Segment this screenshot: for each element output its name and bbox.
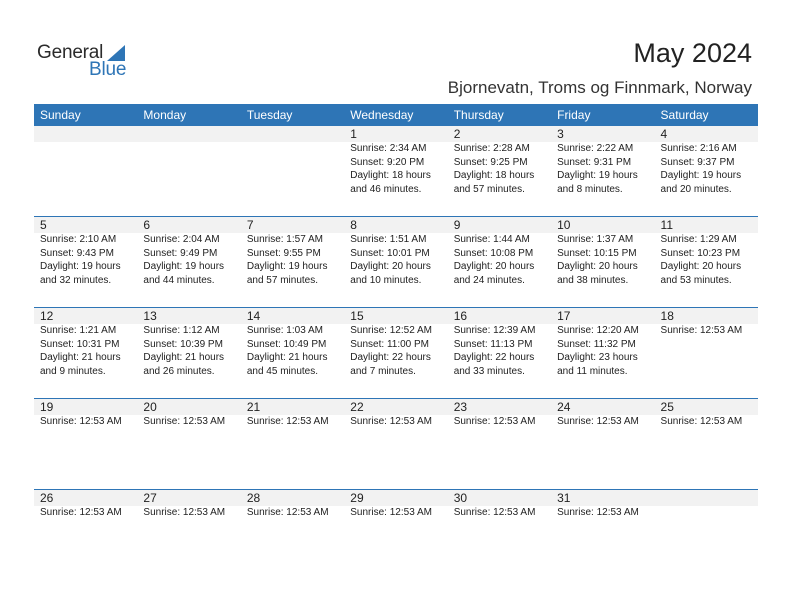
day-cell: [655, 126, 758, 196]
sun-info-line: Daylight: 23 hours: [557, 352, 638, 363]
sun-info-line: and 38 minutes.: [557, 274, 629, 286]
sun-info-line: Sunrise: 1:51 AM: [350, 234, 427, 245]
day-number: 20: [143, 400, 157, 414]
sun-info-line: Sunset: 10:15 PM: [557, 247, 637, 259]
sun-info-line: Daylight: 19 hours: [40, 261, 121, 272]
page-title: May 2024: [633, 38, 752, 68]
sun-info-line: Daylight: 20 hours: [557, 261, 638, 272]
sun-info-line: Sunset: 10:39 PM: [143, 338, 223, 350]
sun-info-line: Sunrise: 12:53 AM: [350, 507, 432, 518]
sun-info-line: Sunset: 10:08 PM: [453, 247, 534, 259]
day-cell: [137, 399, 240, 429]
sun-info-line: Daylight: 18 hours: [453, 170, 535, 181]
day-number: 2: [453, 127, 461, 141]
weekday-sunday: Sunday: [40, 108, 81, 122]
sun-info-line: Sunset: 11:13 PM: [453, 338, 533, 350]
day-number: 12: [40, 309, 54, 323]
sun-info-line: Sunrise: 12:53 AM: [246, 416, 329, 427]
day-number: 10: [557, 218, 571, 232]
day-number: 23: [453, 400, 468, 414]
day-number: 31: [557, 491, 571, 505]
calendar-grid: [34, 104, 758, 580]
day-number: 18: [660, 309, 674, 323]
sun-info-line: Sunrise: 12:53 AM: [660, 325, 743, 336]
sun-info-line: Sunrise: 12:53 AM: [350, 416, 432, 427]
day-cell: [241, 217, 344, 287]
sun-info-line: Sunrise: 12:53 AM: [453, 416, 536, 427]
sun-info-line: Daylight: 20 hours: [660, 261, 742, 272]
sun-info-line: Sunrise: 12:53 AM: [660, 416, 743, 427]
logo-text-general: General: [37, 42, 104, 63]
day-cell: [137, 308, 240, 378]
sun-info-line: Daylight: 21 hours: [143, 352, 225, 363]
sun-info-line: Sunrise: 12:52 AM: [350, 325, 432, 336]
day-number: 15: [350, 309, 364, 323]
sun-info-line: Sunset: 9:37 PM: [660, 156, 735, 168]
sun-info-line: and 26 minutes.: [143, 365, 215, 377]
day-cell: [344, 399, 447, 429]
sun-info-line: Daylight: 20 hours: [350, 261, 431, 272]
sun-info-line: Sunset: 9:43 PM: [40, 247, 114, 259]
day-cell: [655, 490, 758, 520]
day-number: [40, 126, 137, 142]
calendar-weeks: [34, 126, 758, 580]
sun-info-line: and 57 minutes.: [246, 274, 319, 286]
sun-info-line: Sunset: 10:23 PM: [660, 247, 741, 259]
day-cell: [448, 126, 551, 196]
sun-info-line: Sunset: 9:31 PM: [557, 156, 632, 168]
sun-info-line: Daylight: 22 hours: [350, 352, 431, 363]
calendar-week: [34, 489, 758, 580]
day-cell: [137, 490, 240, 520]
day-cell: [34, 217, 137, 287]
day-cell: [551, 399, 654, 429]
sun-info-line: Sunset: 9:20 PM: [350, 156, 425, 168]
sun-info-line: Sunrise: 1:37 AM: [557, 234, 634, 245]
sun-info-line: Sunrise: 12:53 AM: [246, 507, 329, 518]
day-number: 3: [557, 127, 564, 141]
day-number: 8: [350, 218, 357, 232]
day-cell: [137, 126, 240, 196]
sun-info-line: and 57 minutes.: [453, 183, 525, 195]
day-cell: [34, 490, 137, 520]
day-number: 24: [557, 400, 571, 414]
day-number: 19: [40, 400, 54, 414]
day-cell: [241, 126, 344, 196]
sun-info-line: Daylight: 18 hours: [350, 170, 431, 181]
day-number: 5: [40, 218, 47, 232]
day-number: 16: [453, 309, 468, 323]
sun-info-line: Sunrise: 2:28 AM: [453, 143, 530, 154]
day-cell: [551, 490, 654, 520]
sun-info-line: Sunrise: 1:21 AM: [40, 325, 117, 336]
sun-info-line: and 33 minutes.: [453, 365, 525, 377]
sun-info-line: and 44 minutes.: [143, 274, 215, 286]
day-cell: [241, 399, 344, 429]
sun-info-line: and 11 minutes.: [557, 365, 628, 377]
weekday-wednesday: Wednesday: [350, 108, 414, 122]
sun-info-line: Sunrise: 12:53 AM: [143, 416, 226, 427]
sun-info-line: Sunset: 9:55 PM: [246, 247, 321, 259]
week-days: [34, 217, 758, 287]
day-cell: [448, 399, 551, 429]
sun-info-line: and 24 minutes.: [453, 274, 525, 286]
day-cell: [344, 490, 447, 520]
day-cell: [448, 490, 551, 520]
day-number: 25: [660, 400, 674, 414]
sun-info-line: Sunset: 10:01 PM: [350, 247, 430, 259]
sun-info-line: Daylight: 21 hours: [246, 352, 328, 363]
sun-info-line: Sunset: 9:49 PM: [143, 247, 218, 259]
sun-info-line: Sunrise: 12:53 AM: [40, 416, 122, 427]
sun-info-line: Sunrise: 12:20 AM: [557, 325, 639, 336]
sun-info-line: and 32 minutes.: [40, 274, 112, 286]
sun-info-line: Sunrise: 2:22 AM: [557, 143, 634, 154]
day-cell: [344, 126, 447, 196]
day-cell: [655, 308, 758, 378]
sun-info-line: Sunset: 10:31 PM: [40, 338, 120, 350]
day-number: 1: [350, 127, 357, 141]
week-days: [34, 308, 758, 378]
weekday-friday: Friday: [557, 108, 591, 122]
day-cell: [551, 126, 654, 196]
sun-info-line: Daylight: 19 hours: [660, 170, 742, 181]
day-number: 11: [660, 218, 673, 232]
sun-info-line: Sunrise: 12:53 AM: [557, 507, 639, 518]
sun-info-line: Sunset: 10:49 PM: [246, 338, 327, 350]
logo-text-blue: Blue: [89, 59, 127, 80]
sun-info-line: Sunset: 11:32 PM: [557, 338, 636, 350]
sun-info-line: Daylight: 19 hours: [143, 261, 225, 272]
day-cell: [241, 490, 344, 520]
week-days: [34, 490, 758, 520]
calendar-week: [34, 307, 758, 398]
day-number: 13: [143, 309, 157, 323]
day-cell: [34, 308, 137, 378]
week-days: [34, 399, 758, 429]
sun-info-line: Sunrise: 1:29 AM: [660, 234, 737, 245]
calendar-week: [34, 216, 758, 307]
sun-info-line: Daylight: 19 hours: [557, 170, 638, 181]
sun-info-line: Sunset: 11:00 PM: [350, 338, 430, 350]
sun-info-line: Sunrise: 1:44 AM: [453, 234, 530, 245]
sun-info-line: and 53 minutes.: [660, 274, 732, 286]
day-cell: [344, 217, 447, 287]
day-number: 4: [660, 127, 668, 141]
day-cell: [34, 399, 137, 429]
sun-info-line: Sunrise: 12:53 AM: [143, 507, 226, 518]
sun-info-line: Daylight: 22 hours: [453, 352, 535, 363]
location-subtitle: Bjornevatn, Troms og Finnmark, Norway: [447, 78, 752, 97]
day-cell: [551, 217, 654, 287]
day-number: 7: [246, 218, 254, 232]
sun-info-line: and 10 minutes.: [350, 274, 422, 286]
sun-info-line: Daylight: 19 hours: [246, 261, 328, 272]
day-number: 27: [143, 491, 157, 505]
sun-info-line: Sunrise: 1:57 AM: [246, 234, 323, 245]
day-number: 14: [246, 309, 261, 323]
day-number: 29: [350, 491, 364, 505]
sun-info-line: Sunrise: 12:53 AM: [40, 507, 122, 518]
day-number: 6: [143, 218, 151, 232]
sun-info-line: Sunset: 9:25 PM: [453, 156, 528, 168]
sun-info-line: Sunrise: 12:53 AM: [557, 416, 639, 427]
sun-info-line: and 8 minutes.: [557, 183, 623, 195]
weekday-header: [34, 104, 758, 126]
day-number: 9: [453, 218, 461, 232]
day-cell: [34, 126, 137, 196]
weekday-thursday: Thursday: [453, 108, 504, 122]
day-cell: [344, 308, 447, 378]
sun-info-line: Sunrise: 1:12 AM: [143, 325, 220, 336]
day-number: 30: [453, 491, 468, 505]
day-cell: [655, 399, 758, 429]
sun-info-line: and 46 minutes.: [350, 183, 422, 195]
calendar-week: [34, 398, 758, 489]
sun-info-line: Sunrise: 2:10 AM: [40, 234, 117, 245]
day-number: 22: [350, 400, 364, 414]
day-cell: [448, 217, 551, 287]
sun-info-line: and 7 minutes.: [350, 365, 416, 377]
weekday-tuesday: Tuesday: [246, 108, 293, 122]
day-cell: [137, 217, 240, 287]
sun-info-line: Sunrise: 2:16 AM: [660, 143, 737, 154]
weekday-saturday: Saturday: [660, 108, 709, 122]
sun-info-line: and 45 minutes.: [246, 365, 319, 377]
sun-info-line: Daylight: 20 hours: [453, 261, 535, 272]
sun-info-line: Sunrise: 12:53 AM: [453, 507, 536, 518]
day-number: 21: [246, 400, 261, 414]
generalblue-logo: [37, 42, 137, 82]
weekday-monday: Monday: [143, 108, 187, 122]
calendar-week: [34, 126, 758, 216]
day-number: 17: [557, 309, 571, 323]
day-cell: [241, 308, 344, 378]
day-number: 26: [40, 491, 54, 505]
day-cell: [655, 217, 758, 287]
day-cell: [448, 308, 551, 378]
day-number: [661, 490, 758, 506]
sun-info-line: Sunrise: 12:39 AM: [453, 325, 536, 336]
sun-info-line: Sunrise: 1:03 AM: [246, 325, 323, 336]
sun-info-line: Daylight: 21 hours: [40, 352, 121, 363]
week-days: [34, 126, 758, 196]
day-number: 28: [246, 491, 261, 505]
day-number: [247, 126, 344, 142]
sun-info-line: and 9 minutes.: [40, 365, 106, 377]
day-cell: [551, 308, 654, 378]
day-number: [143, 126, 240, 142]
sun-info-line: Sunrise: 2:04 AM: [143, 234, 220, 245]
sun-info-line: and 20 minutes.: [660, 183, 732, 195]
sun-info-line: Sunrise: 2:34 AM: [350, 143, 427, 154]
